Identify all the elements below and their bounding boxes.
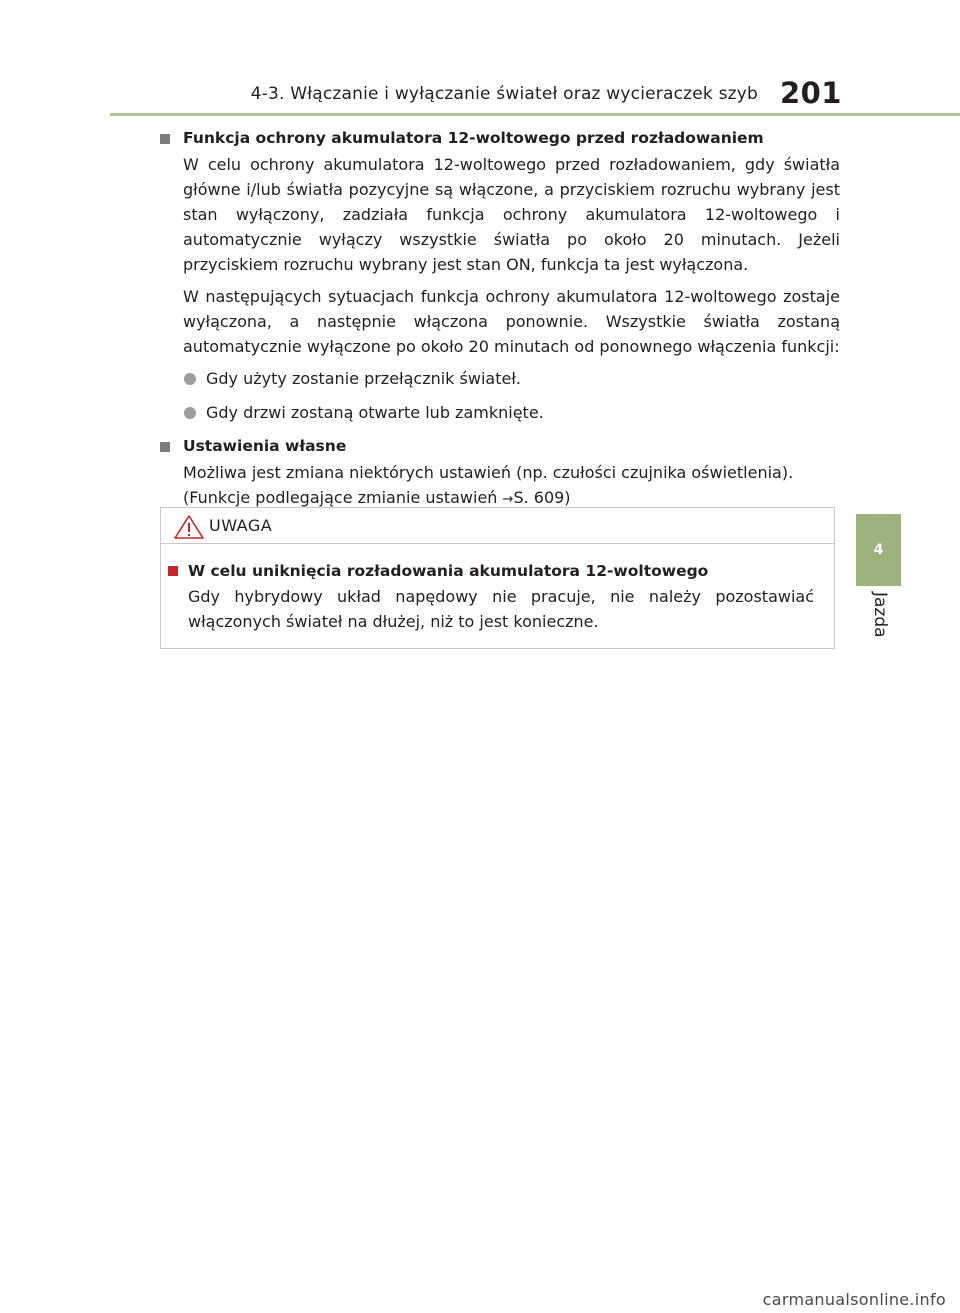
section-heading-text: Funkcja ochrony akumulatora 12-woltowego przed rozładowaniem	[183, 129, 764, 147]
list-item	[160, 366, 840, 391]
list-item-text: Gdy użyty zostanie przełącznik świateł.	[206, 369, 521, 388]
header-rule	[110, 113, 960, 116]
circle-bullet-icon	[184, 373, 196, 385]
page-number: 201	[779, 76, 842, 110]
arrow-right-icon: →	[502, 492, 514, 507]
warning-body	[161, 544, 834, 634]
chapter-label: Jazda	[870, 592, 890, 638]
warning-header	[161, 508, 834, 544]
paragraph	[160, 460, 840, 512]
warning-subheading	[168, 559, 814, 584]
paragraph: W celu ochrony akumulatora 12-woltowego przed rozładowaniem, gdy światła główne i/lub światła pozycyjne są włączone, a przyciskiem rozruchu wybrany jest stan wyłączony, zadziała funkcja ochrony akumulatora 12-woltowego i automatycznie wyłączy wszystkie światła po około 20 minutach. Jeżeli przyciskiem rozruchu wybrany jest stan ON, funkcja ta jest wyłączona.	[183, 155, 840, 274]
square-bullet-icon	[160, 134, 170, 144]
chapter-number: 4	[873, 542, 884, 558]
warning-text: Gdy hybrydowy układ napędowy nie pracuje, nie należy pozostawiać włączonych świateł na dłużej, niż to jest konieczne.	[188, 587, 814, 631]
paragraph-line: (Funkcje podlegające zmianie ustawień	[183, 488, 503, 507]
paragraph-line: Możliwa jest zmiana niektórych ustawień (np. czułości czujnika oświetlenia).	[183, 463, 794, 482]
section-heading-text: Ustawienia własne	[183, 437, 347, 455]
circle-bullet-icon	[184, 407, 196, 419]
paragraph: W następujących sytuacjach funkcja ochrony akumulatora 12-woltowego zostaje wyłączona, a następnie włączona ponownie. Wszystkie światła zostaną automatycznie wyłączone po około 20 minutach od ponownego włączenia funkcji:	[183, 287, 840, 356]
page-reference-link[interactable]: S. 609)	[513, 488, 571, 507]
header-title: 4-3. Włączanie i wyłączanie świateł oraz wycieraczek szyb	[250, 84, 758, 104]
warning-subheading-text: W celu uniknięcia rozładowania akumulatora 12-woltowego	[188, 562, 709, 580]
list-item-text: Gdy drzwi zostaną otwarte lub zamknięte.	[206, 403, 544, 422]
watermark: carmanualsonline.info	[762, 1290, 946, 1309]
list-item	[160, 400, 840, 425]
warning-box	[160, 507, 835, 649]
square-bullet-icon	[168, 566, 178, 576]
main-content	[160, 126, 840, 519]
warning-title: UWAGA	[209, 516, 273, 535]
square-bullet-icon	[160, 442, 170, 452]
section-heading	[160, 434, 840, 459]
section-heading	[160, 126, 840, 151]
warning-triangle-icon	[173, 514, 205, 540]
chapter-tab[interactable]	[856, 514, 901, 586]
